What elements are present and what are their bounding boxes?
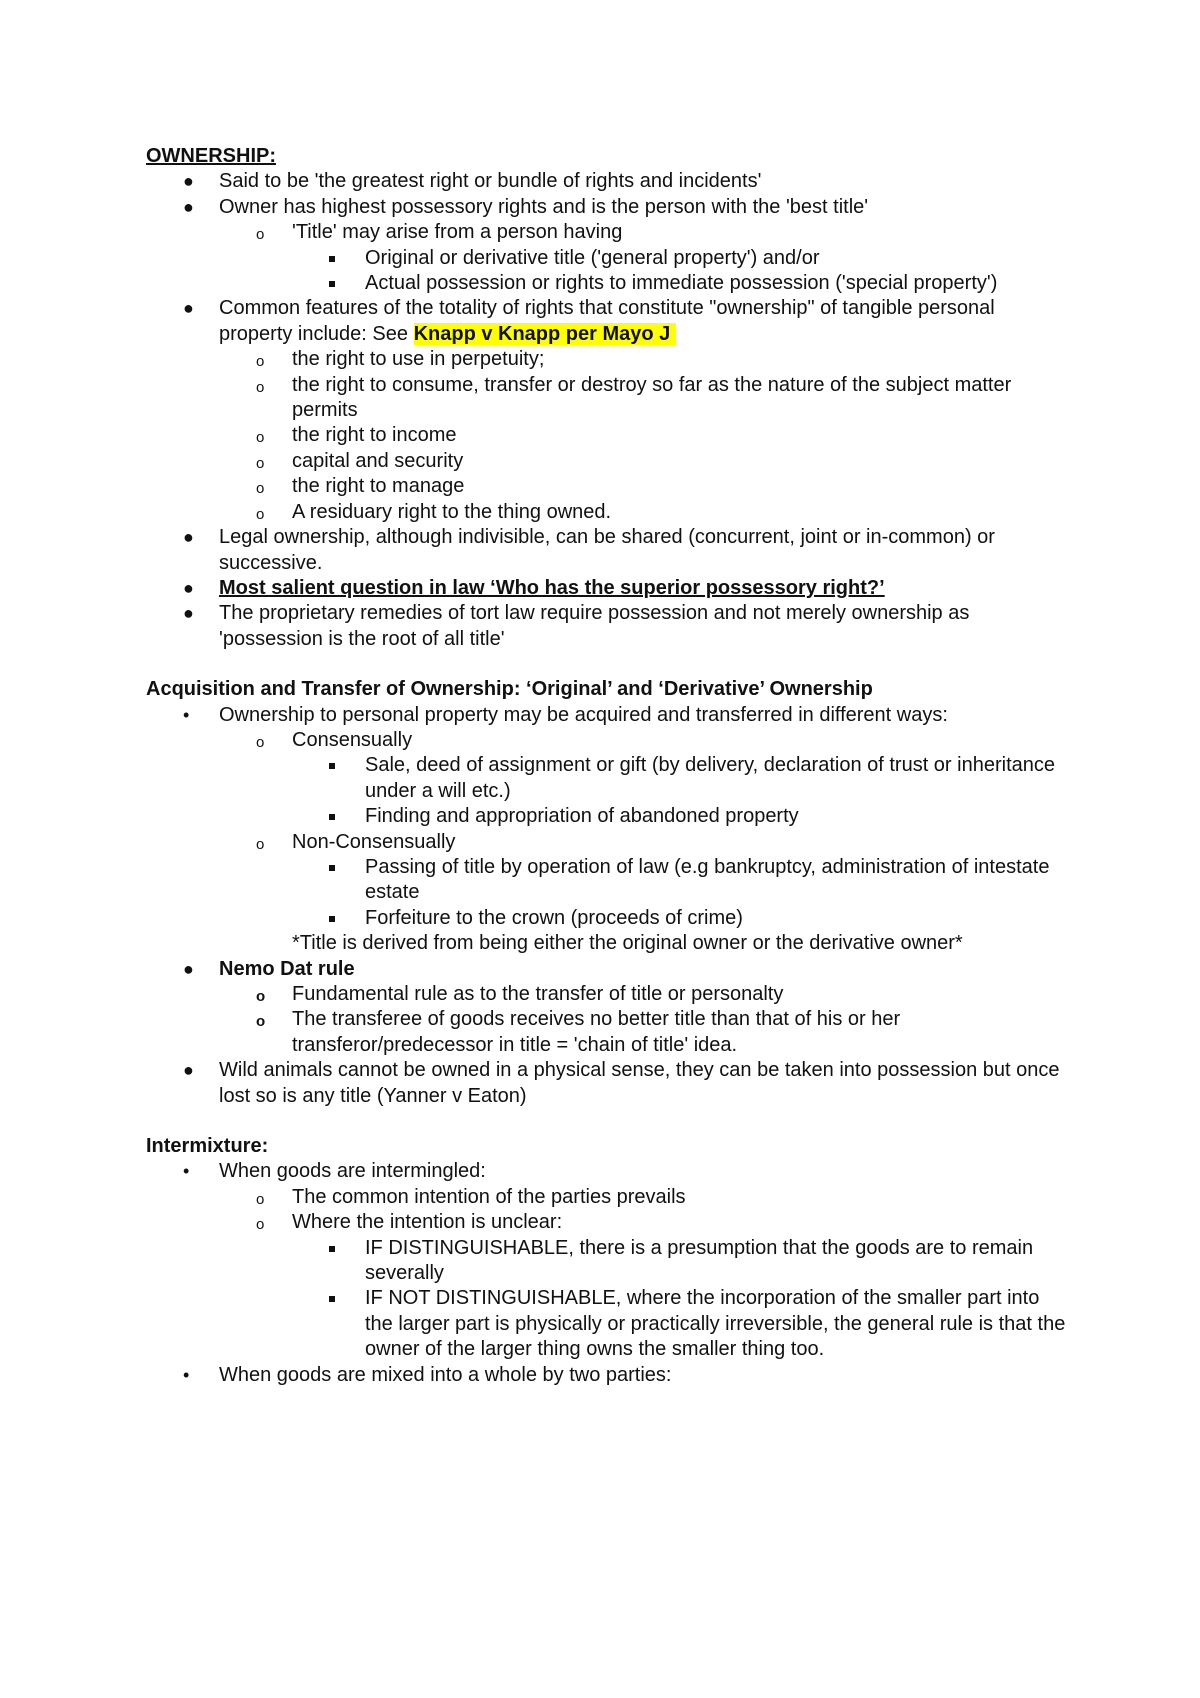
list-item: o Consensually: [146, 728, 1066, 753]
list-item: Original or derivative title ('general property') and/or: [146, 246, 1066, 271]
square-bullet-icon: [329, 281, 335, 287]
list-item: o Non-Consensually: [146, 830, 1066, 855]
bullet-icon: ●: [183, 603, 194, 624]
list-item: Finding and appropriation of abandoned property: [146, 804, 1066, 829]
circle-bullet-icon: o: [256, 226, 265, 244]
circle-bullet-icon: o: [256, 429, 265, 447]
bullet-icon: ●: [183, 196, 194, 217]
square-bullet-icon: [329, 865, 335, 871]
list-item: ● Common features of the totality of rights that constitute "ownership" of tangible personal property include: See Knapp v Knapp per Mayo J: [183, 297, 995, 345]
square-bullet-icon: [329, 916, 335, 922]
circle-bullet-icon: o: [256, 733, 265, 751]
list-item: o capital and security: [146, 449, 1066, 474]
list-item: o Fundamental rule as to the transfer of title or personalty: [146, 982, 1066, 1007]
square-bullet-icon: [329, 1296, 335, 1302]
bullet-icon: •: [183, 1161, 190, 1182]
square-bullet-icon: [329, 763, 335, 769]
case-highlight: Knapp v Knapp per Mayo J: [414, 323, 677, 345]
list-item: o 'Title' may arise from a person having: [146, 220, 1066, 245]
square-bullet-icon: [329, 814, 335, 820]
list-item: ● Wild animals cannot be owned in a physical sense, they can be taken into possession but once lost so is any title (Yanner v Eaton): [183, 1059, 1060, 1107]
ownership-heading: OWNERSHIP:: [146, 145, 276, 167]
circle-bullet-icon: o: [256, 505, 265, 523]
circle-bullet-icon: o: [256, 1190, 265, 1208]
key-question: Most salient question in law ‘Who has the superior possessory right?’: [219, 576, 885, 599]
square-bullet-icon: [329, 1246, 335, 1252]
bullet-icon: ●: [183, 171, 194, 192]
bullet-icon: ●: [183, 298, 194, 319]
circle-bullet-icon: o: [256, 835, 265, 853]
bullet-icon: •: [183, 1364, 190, 1385]
list-item: Actual possession or rights to immediate possession ('special property'): [146, 271, 1066, 296]
list-item: IF DISTINGUISHABLE, there is a presumption that the goods are to remain severally: [146, 1236, 1066, 1287]
circle-bullet-icon: o: [256, 988, 266, 1005]
list-item: Sale, deed of assignment or gift (by delivery, declaration of trust or inheritance under a will etc.): [146, 753, 1066, 804]
bullet-icon: ●: [183, 577, 194, 598]
list-item: o A residuary right to the thing owned.: [146, 500, 1066, 525]
list-item: o The transferee of goods receives no better title than that of his or her transferor/predecessor in title = 'chain of title' idea.: [256, 1008, 901, 1056]
list-item: [146, 957, 1066, 982]
list-item: o the right to consume, transfer or destroy so far as the nature of the subject matter permits: [256, 373, 1012, 422]
document-page: [146, 144, 1066, 1388]
circle-bullet-icon: o: [256, 378, 265, 396]
list-item: ● Said to be 'the greatest right or bundle of rights and incidents': [146, 169, 1066, 194]
list-item: ● The proprietary remedies of tort law require possession and not merely ownership as 'possession is the root of all title': [183, 602, 970, 650]
list-item: IF NOT DISTINGUISHABLE, where the incorporation of the smaller part into the larger part is physically or practically irreversible, the general rule is that the owner of the larger thing owns the smaller thing too.: [146, 1286, 1066, 1362]
list-item: • Ownership to personal property may be acquired and transferred in different ways:: [146, 703, 1066, 728]
bullet-icon: ●: [183, 1060, 194, 1081]
intermixture-heading: Intermixture:: [146, 1135, 269, 1158]
bullet-icon: •: [183, 704, 190, 725]
acquisition-heading: Acquisition and Transfer of Ownership: ‘Original’ and ‘Derivative’ Ownership: [146, 678, 873, 701]
circle-bullet-icon: o: [256, 454, 265, 472]
section-spacer: [146, 1109, 1066, 1134]
square-bullet-icon: [329, 256, 335, 262]
list-item: • When goods are intermingled:: [146, 1159, 1066, 1184]
list-item: ● Legal ownership, although indivisible, can be shared (concurrent, joint or in-common) or successive.: [183, 526, 995, 574]
bullet-icon: ●: [183, 958, 194, 979]
title-note: *Title is derived from being either the original owner or the derivative owner*: [292, 932, 963, 955]
list-item: o The common intention of the parties prevails: [146, 1185, 1066, 1210]
list-item: • When goods are mixed into a whole by two parties:: [146, 1363, 1066, 1388]
list-item: o the right to income: [146, 423, 1066, 448]
list-item: o the right to manage: [146, 474, 1066, 499]
bullet-icon: ●: [183, 527, 194, 548]
section-spacer: [146, 652, 1066, 677]
circle-bullet-icon: o: [256, 353, 265, 371]
list-item: o Where the intention is unclear:: [146, 1210, 1066, 1235]
list-item: [146, 576, 1066, 601]
list-item: Passing of title by operation of law (e.g bankruptcy, administration of intestate estate: [146, 855, 1066, 906]
nemo-dat-heading: Nemo Dat rule: [219, 957, 355, 980]
circle-bullet-icon: o: [256, 1013, 266, 1031]
circle-bullet-icon: o: [256, 480, 265, 498]
list-item: Forfeiture to the crown (proceeds of crime): [146, 906, 1066, 931]
circle-bullet-icon: o: [256, 1216, 265, 1234]
list-item: ● Owner has highest possessory rights and is the person with the 'best title': [146, 195, 1066, 220]
list-item: o the right to use in perpetuity;: [146, 347, 1066, 372]
